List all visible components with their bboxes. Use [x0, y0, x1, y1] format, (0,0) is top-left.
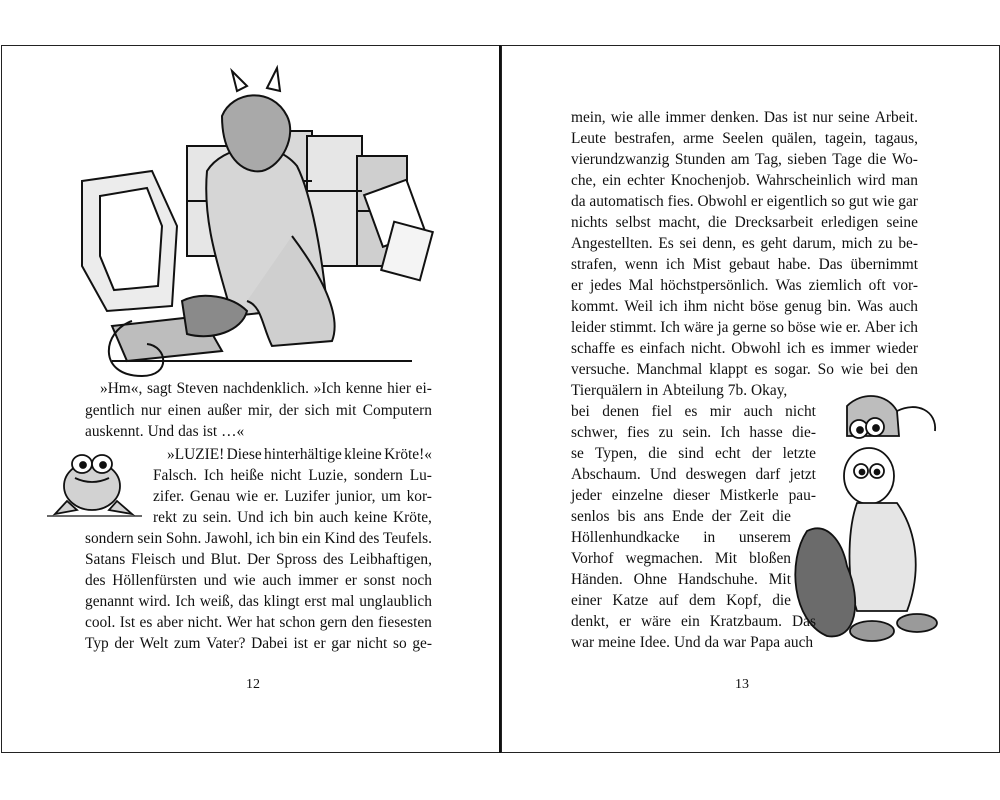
book-spread [0, 45, 1000, 753]
left-page-text-line: Falsch. Ich heiße nicht Luzie, sondern Lu- [153, 467, 432, 484]
right-page-text-line: kommt. Weil ich ihm nicht böse genug bin. Was auch [571, 298, 918, 315]
right-page-text-line: bei denen fiel es mir auch nicht [571, 403, 816, 420]
right-page-text-line: nichts selbst macht, die Drecksarbeit erledigen seine [571, 214, 918, 231]
left-page-text-line: Typ der Welt zum Vater? Dabei ist er gar nicht so ge- [85, 635, 432, 652]
right-page-text-line: mein, wie alle immer denken. Das ist nur seine Arbeit. [571, 109, 918, 126]
left-page-text-line: auskennt. Und das ist …« [85, 423, 245, 440]
right-page-text-line: schwer, fies zu sein. Ich hasse die- [571, 424, 816, 441]
right-page-text-line: war meine Idee. Und da war Papa auch [571, 634, 814, 651]
left-page-text-line: rekt zu sein. Und ich bin auch keine Kröte, [153, 509, 432, 526]
right-page-text-line: strafen, wenn ich Mist gebaut habe. Das übernimmt [571, 256, 918, 273]
right-page-text-line: Händen. Ohne Handschuhe. Mit [571, 571, 791, 588]
left-page [1, 45, 501, 753]
right-page-text-line: Abschaum. Und deswegen darf jetzt [571, 466, 816, 483]
devil-at-computer-illustration [72, 76, 452, 366]
right-page-text-line: Angestellten. Es sei denn, es geht darum, mich zu be- [571, 235, 918, 252]
right-page-text-line: se Typen, die sind echt der letzte [571, 445, 816, 462]
left-page-text-line: cool. Ist es aber nicht. Wer hat schon gern den fiesesten [85, 614, 432, 631]
right-page-text-line: che, ein echter Knochenjob. Wahrscheinlich wird man [571, 172, 918, 189]
right-page-text-line: er jedes Mal höchstpersönlich. Was ziemlich oft vor- [571, 277, 918, 294]
left-page-text-line: gentlich nur einen außer mir, der sich mit Computern [85, 402, 432, 419]
right-page-text-line: senlos bis ans Ende der Zeit die [571, 508, 791, 525]
page-number-left: 12 [246, 677, 260, 692]
left-page-text-line: zifer. Genau wie er. Luzifer junior, um kor- [153, 488, 432, 505]
right-page [501, 45, 1000, 753]
left-page-text-line: »Hm«, sagt Steven nachdenklich. »Ich kenne hier ei- [100, 380, 432, 397]
right-page-text-line: vierundzwanzig Stunden am Tag, sieben Tage die Wo- [571, 151, 918, 168]
right-page-text-line: jeder einzelne dieser Mistkerle pau- [571, 487, 816, 504]
right-page-text-line: Vorhof wegmachen. Mit bloßen [571, 550, 791, 567]
right-page-text-line: versuche. Manchmal klappt es sogar. So wie bei den [571, 361, 918, 378]
left-page-text-line: »LUZIE! Diese hinterhältige kleine Kröte!« [167, 446, 432, 463]
right-page-text-line: Höllenhundkacke in unserem [571, 529, 791, 546]
left-page-text-line: Satans Fleisch und Blut. Der Spross des Leibhaftigen, [85, 551, 432, 568]
left-page-text-line: des Höllenfürsten und wie auch immer er sonst noch [85, 572, 432, 589]
page-number-right: 13 [735, 677, 749, 692]
right-page-text-line: denkt, er wäre ein Kratzbaum. Das [571, 613, 816, 630]
right-page-text-line: Leute bestrafen, arme Seelen quälen, tagein, tagaus, [571, 130, 918, 147]
right-page-text-line: einer Katze auf dem Kopf, die [571, 592, 791, 609]
left-page-text-line: genannt wird. Ich weiß, das klingt erst mal unglaublich [85, 593, 432, 610]
right-page-text-line: schaffe es einfach nicht. Obwohl ich es immer wieder [571, 340, 918, 357]
right-page-text-line: leider stimmt. Ich wäre ja gerne so böse wie er. Aber ich [571, 319, 918, 336]
right-page-text-line: da automatisch fies. Obwohl er eigentlich so gut wie gar [571, 193, 918, 210]
left-page-text-line: sondern sein Sohn. Jawohl, ich bin ein Kind des Teufels. [85, 530, 432, 547]
right-page-text-line: Tierquälern in Abteilung 7b. Okay, [571, 382, 788, 399]
toad-illustration [47, 446, 147, 526]
